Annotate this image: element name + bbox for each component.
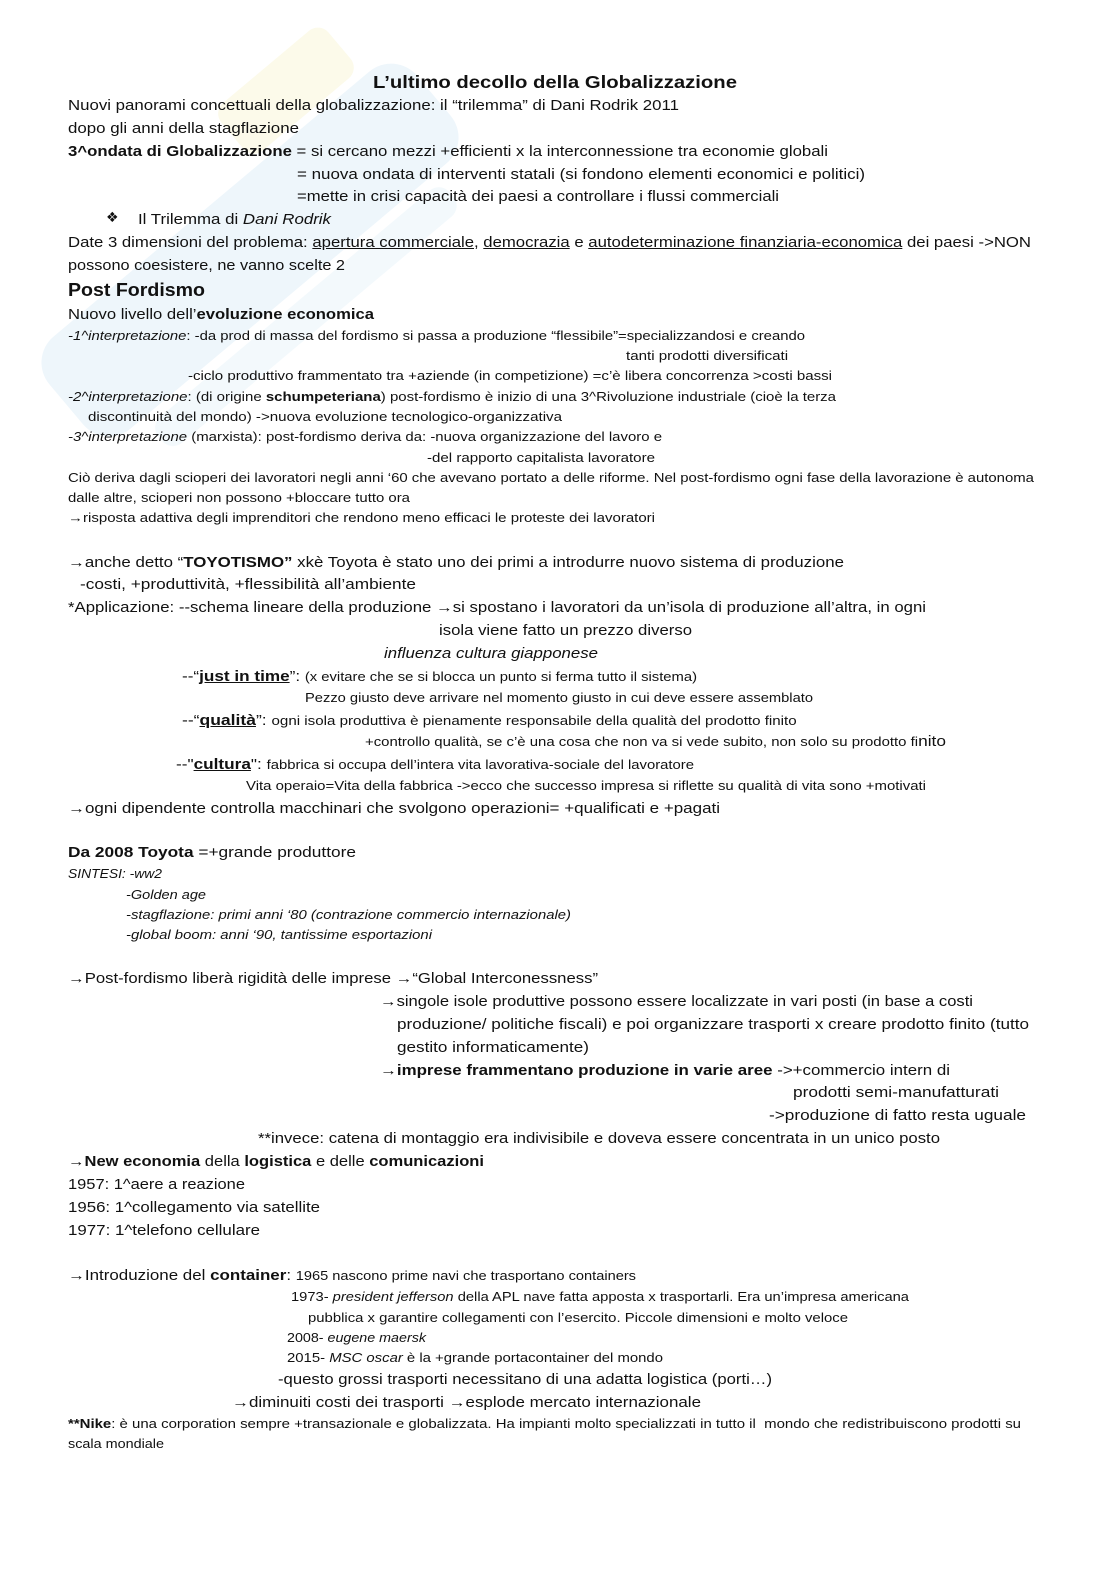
year-prefix: 2008- bbox=[287, 1331, 328, 1345]
risposta-line: →risposta adattiva degli imprenditori che rendono meno efficaci le proteste dei lavoratori bbox=[68, 511, 656, 525]
ship-name: MSC oscar bbox=[329, 1351, 403, 1365]
intro-bold: evoluzione economica bbox=[196, 307, 374, 323]
dimension-separator: , bbox=[474, 235, 484, 251]
just-in-time-note: (x evitare che se si blocca un punto si ferma tutto il sistema) bbox=[304, 670, 698, 684]
year-item: 1977: 1^telefono cellulare bbox=[68, 1223, 261, 1239]
interpretation-label: -3^interpretazione bbox=[68, 430, 188, 444]
interpretation-text: : -da prod di massa del fordismo si passa a produzione “flessibile”=specializzandosi e creando bbox=[186, 329, 805, 343]
quote-close: ”: bbox=[255, 713, 272, 729]
arrow: → bbox=[68, 1154, 85, 1170]
interpretation-text: (marxista): post-fordismo deriva da: -nuova organizzazione del lavoro e bbox=[187, 430, 663, 444]
interpretation-1-cont: tanti prodotti diversificati bbox=[626, 349, 789, 363]
interpretation-bold: schumpeteriana bbox=[265, 390, 381, 404]
just-in-time-term: just in time bbox=[199, 669, 290, 685]
toyotismo-text: xkè Toyota è stato uno dei primi a introdurre nuovo sistema di produzione bbox=[292, 555, 844, 571]
nike-line bbox=[68, 1415, 1021, 1433]
scioperi-line: Ciò deriva dagli scioperi dei lavoratori negli anni ‘60 che avevano portato a delle riforme. Nel post-fordismo ogni fase della lavorazione è autonoma bbox=[68, 471, 1034, 485]
dimension-apertura: apertura commerciale bbox=[312, 235, 475, 251]
quote-open: --“ bbox=[182, 713, 200, 729]
influenza-text: influenza cultura giapponese bbox=[384, 646, 599, 662]
document-title: L’ultimo decollo della Globalizzazione bbox=[373, 72, 737, 92]
trilemma-author: Dani Rodrik bbox=[242, 212, 331, 228]
post-fordismo-intro bbox=[68, 305, 374, 325]
cultura-term: cultura bbox=[193, 757, 251, 773]
interpretation-text: ) post-fordismo è inizio di una 3^Rivoluzione industriale (cioè la terza bbox=[380, 390, 837, 404]
arrow: → bbox=[380, 1063, 397, 1079]
qualita-detail-text: +controllo qualità, se c’è una cosa che non va si vede subito, non solo su prodotto fi bbox=[365, 735, 919, 749]
sintesi-item bbox=[126, 906, 571, 924]
global-line: →Post-fordismo liberà rigidità delle imprese →“Global Interconessness” bbox=[68, 971, 599, 987]
qualita-note: ogni isola produttiva è pienamente responsabile della qualità del prodotto finito bbox=[271, 714, 797, 728]
container-2008 bbox=[287, 1329, 426, 1347]
dimensions-line: possono coesistere, ne vanno scelte 2 bbox=[68, 258, 345, 274]
just-in-time-line bbox=[182, 667, 697, 687]
diamond-bullet-icon: ❖ bbox=[106, 210, 119, 226]
interpretation-text: : (di origine bbox=[187, 390, 266, 404]
quote-close: ": bbox=[250, 757, 267, 773]
toyotismo-benefits: -costi, +produttività, +flessibilità all’ambiente bbox=[80, 577, 416, 593]
ondata-definition bbox=[68, 142, 828, 162]
new-economy-bold: comunicazioni bbox=[369, 1154, 484, 1170]
cultura-note: fabbrica si occupa dell’intera vita lavorativa-sociale del lavoratore bbox=[266, 758, 695, 772]
applicazione-cont: isola viene fatto un prezzo diverso bbox=[439, 623, 693, 639]
sintesi-item bbox=[126, 926, 432, 944]
just-in-time-detail: Pezzo giusto deve arrivare nel momento giusto in cui deve essere assemblato bbox=[305, 691, 814, 705]
container-1973 bbox=[291, 1288, 909, 1306]
sintesi-text: -stagflazione: primi anni ‘80 (contrazione commercio internazionale) bbox=[126, 908, 571, 922]
global-line: ->produzione di fatto resta uguale bbox=[769, 1108, 1026, 1124]
container-line bbox=[68, 1266, 636, 1286]
sintesi-text: -Golden age bbox=[126, 888, 206, 902]
qualita-term: qualità bbox=[199, 713, 256, 729]
invece-line: **invece: catena di montaggio era indivisibile e doveva essere concentrata in un unico posto bbox=[258, 1131, 941, 1147]
new-economy-bold: New economia bbox=[84, 1154, 201, 1170]
intro-text: Nuovo livello dell’ bbox=[68, 307, 197, 323]
toyota-2008-bold: Da 2008 Toyota bbox=[68, 845, 194, 861]
nike-line: scala mondiale bbox=[68, 1437, 164, 1451]
year-prefix: 2015- bbox=[287, 1351, 330, 1365]
ondata-definition-line: = nuova ondata di interventi statali (si fondono elementi economici e politici) bbox=[297, 167, 865, 183]
costi-line: →diminuiti costi dei trasporti →esplode mercato internazionale bbox=[232, 1395, 701, 1411]
quote-open: --“ bbox=[182, 669, 200, 685]
cultura-line bbox=[176, 755, 694, 775]
scioperi-line: dalle altre, scioperi non possono +bloccare tutto ora bbox=[68, 491, 410, 505]
year-item: 1956: 1^collegamento via satellite bbox=[68, 1200, 320, 1216]
new-economy-line bbox=[68, 1152, 484, 1172]
dimension-separator: e bbox=[569, 235, 589, 251]
dimensions-prefix: Date 3 dimensioni del problema: bbox=[68, 235, 313, 251]
sintesi-text: SINTESI: -ww2 bbox=[68, 867, 162, 881]
year-prefix: 1973- bbox=[291, 1290, 333, 1304]
container-colon: : bbox=[286, 1268, 296, 1284]
toyota-2008-text: =+grande produttore bbox=[193, 845, 357, 861]
container-bold: container bbox=[210, 1268, 287, 1284]
ship-name: president jefferson bbox=[332, 1290, 454, 1304]
intro-line: dopo gli anni della stagflazione bbox=[68, 121, 300, 137]
new-economy-bold: logistica bbox=[244, 1154, 312, 1170]
ondata-term: 3^ondata di Globalizzazione bbox=[68, 144, 292, 160]
ondata-definition-line: =mette in crisi capacità dei paesi a controllare i flussi commerciali bbox=[297, 189, 779, 205]
dimensions-line bbox=[68, 233, 1031, 253]
dimensions-suffix: dei paesi ->NON bbox=[902, 235, 1032, 251]
global-line: produzione/ politiche fiscali) e poi organizzare trasporti x creare prodotto finito (tutto bbox=[397, 1017, 1030, 1033]
ship-name: eugene maersk bbox=[327, 1331, 426, 1345]
year-item: 1957: 1^aere a reazione bbox=[68, 1177, 245, 1193]
interpretation-1 bbox=[68, 327, 805, 345]
frammentano-line bbox=[380, 1061, 950, 1081]
section-heading-post-fordismo: Post Fordismo bbox=[68, 279, 206, 300]
container-prefix: →Introduzione del bbox=[68, 1268, 211, 1284]
global-line: →singole isole produttive possono essere localizzate in vari posti (in base a costi bbox=[380, 994, 973, 1010]
global-line: gestito informaticamente) bbox=[397, 1040, 589, 1056]
interpretation-3-cont: -del rapporto capitalista lavoratore bbox=[427, 451, 655, 465]
quote-close: ”: bbox=[289, 669, 305, 685]
logistica-line: -questo grossi trasporti necessitano di una adatta logistica (porti…) bbox=[278, 1372, 773, 1388]
cultura-detail: Vita operaio=Vita della fabbrica ->ecco che successo impresa si riflette su qualità di vita sono +motivati bbox=[246, 779, 927, 793]
frammentano-text: ->+commercio intern di bbox=[772, 1063, 950, 1079]
toyotismo-prefix: →anche detto “ bbox=[68, 555, 184, 571]
qualita-detail-end: nito bbox=[918, 734, 946, 750]
interpretation-2 bbox=[68, 388, 836, 406]
ondata-definition-text: = si cercano mezzi +efficienti x la interconnessione tra economie globali bbox=[291, 144, 828, 160]
dipendente-line: →ogni dipendente controlla macchinari che svolgono operazioni= +qualificati e +pagati bbox=[68, 801, 721, 817]
trilemma-bullet bbox=[138, 210, 331, 230]
qualita-line bbox=[182, 711, 797, 731]
qualita-detail bbox=[365, 733, 946, 751]
container-2015 bbox=[287, 1349, 663, 1367]
new-economy-text: della bbox=[200, 1154, 245, 1170]
applicazione-line: *Applicazione: --schema lineare della produzione →si spostano i lavoratori da un’isola di produzione all’altra, in ogni bbox=[68, 600, 927, 616]
toyotismo-term: TOYOTISMO” bbox=[183, 555, 293, 571]
interpretation-1-point: -ciclo produttivo frammentato tra +aziende (in competizione) =c’è libera concorrenza >costi bassi bbox=[188, 369, 833, 383]
dimension-autodeterminazione: autodeterminazione finanziaria-economica bbox=[588, 235, 903, 251]
dimension-democrazia: democrazia bbox=[483, 235, 570, 251]
interpretation-label: -1^interpretazione bbox=[68, 329, 187, 343]
sintesi-item bbox=[126, 886, 206, 904]
nike-text: : è una corporation sempre +transazionale e globalizzata. Ha impianti molto specializzati in tutto il mondo che redistribuiscono prodotti su bbox=[111, 1417, 1021, 1431]
container-text: della APL nave fatta apposta x trasportarli. Era un’impresa americana bbox=[453, 1290, 909, 1304]
influenza-line bbox=[384, 644, 598, 664]
container-1973-cont: pubblica x garantire collegamenti con l’esercito. Piccole dimensioni e molto veloce bbox=[308, 1311, 848, 1325]
container-text: è la +grande portacontainer del mondo bbox=[402, 1351, 663, 1365]
trilemma-bullet-text: Il Trilemma di bbox=[138, 212, 243, 228]
interpretation-3 bbox=[68, 428, 662, 446]
interpretation-label: -2^interpretazione bbox=[68, 390, 188, 404]
quote-open: --" bbox=[176, 757, 194, 773]
new-economy-text: e delle bbox=[311, 1154, 370, 1170]
nike-bold: **Nike bbox=[68, 1417, 112, 1431]
global-line: prodotti semi-manufatturati bbox=[793, 1085, 1000, 1101]
frammentano-bold: imprese frammentano produzione in varie aree bbox=[396, 1063, 773, 1079]
toyota-2008-line bbox=[68, 843, 356, 863]
interpretation-2-cont: discontinuità del mondo) ->nuova evoluzione tecnologico-organizzativa bbox=[88, 410, 563, 424]
container-note: 1965 nascono prime navi che trasportano containers bbox=[295, 1269, 637, 1283]
sintesi-text: -global boom: anni ‘90, tantissime esportazioni bbox=[126, 928, 433, 942]
sintesi-label bbox=[68, 865, 162, 883]
intro-line: Nuovi panorami concettuali della globalizzazione: il “trilemma” di Dani Rodrik 2011 bbox=[68, 98, 679, 114]
toyotismo-line bbox=[68, 553, 844, 573]
